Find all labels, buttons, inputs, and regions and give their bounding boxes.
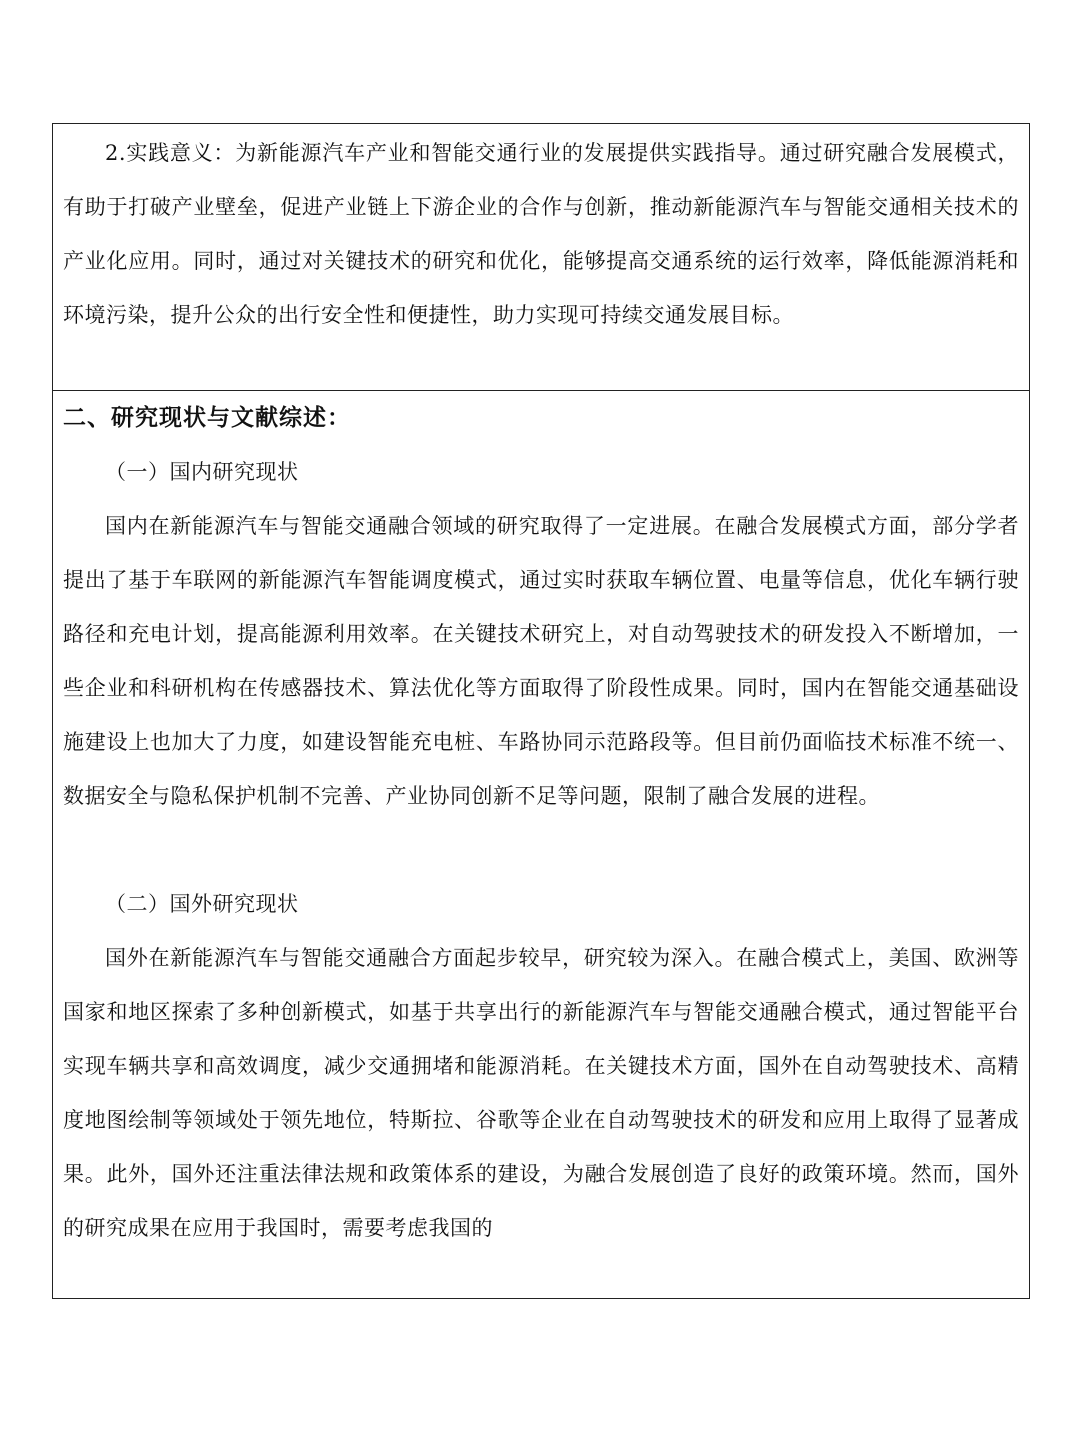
section-title: 二、研究现状与文献综述：: [63, 405, 351, 431]
domestic-research-paragraph: 国内在新能源汽车与智能交通融合领域的研究取得了一定进展。在融合发展模式方面，部分学者提出了基于车联网的新能源汽车智能调度模式，通过实时获取车辆位置、电量等信息，优化车辆行驶路径和充电计划，提高能源利用效率。在关键技术研究上，对自动驾驶技术的研发投入不断增加，一些企业和科研机构在传感器技术、算法优化等方面取得了阶段性成果。同时，国内在智能交通基础设施建设上也加大了力度，如建设智能充电桩、车路协同示范路段等。但目前仍面临技术标准不统一、数据安全与隐私保护机制不完善、产业协同创新不足等问题，限制了融合发展的进程。: [63, 514, 1019, 808]
domestic-research-heading: （一）国内研究现状: [105, 460, 299, 484]
foreign-research-paragraph: 国外在新能源汽车与智能交通融合方面起步较早，研究较为深入。在融合模式上，美国、欧洲等国家和地区探索了多种创新模式，如基于共享出行的新能源汽车与智能交通融合模式，通过智能平台实现车辆共享和高效调度，减少交通拥堵和能源消耗。在关键技术方面，国外在自动驾驶技术、高精度地图绘制等领域处于领先地位，特斯拉、谷歌等企业在自动驾驶技术的研发和应用上取得了显著成果。此外，国外还注重法律法规和政策体系的建设，为融合发展创造了良好的政策环境。然而，国外的研究成果在应用于我国时，需要考虑我国的: [63, 946, 1019, 1240]
practical-significance-paragraph: 2.实践意义：为新能源汽车产业和智能交通行业的发展提供实践指导。通过研究融合发展模式，有助于打破产业壁垒，促进产业链上下游企业的合作与创新，推动新能源汽车与智能交通相关技术的产业化应用。同时，通过对关键技术的研究和优化，能够提高交通系统的运行效率，降低能源消耗和环境污染，提升公众的出行安全性和便捷性，助力实现可持续交通发展目标。: [63, 141, 1019, 327]
table-cell-practical-significance: [52, 123, 1030, 391]
table-cell-research-status: [52, 390, 1030, 1299]
paragraph-spacer: [63, 823, 1019, 877]
foreign-research-heading: （二）国外研究现状: [105, 892, 299, 916]
